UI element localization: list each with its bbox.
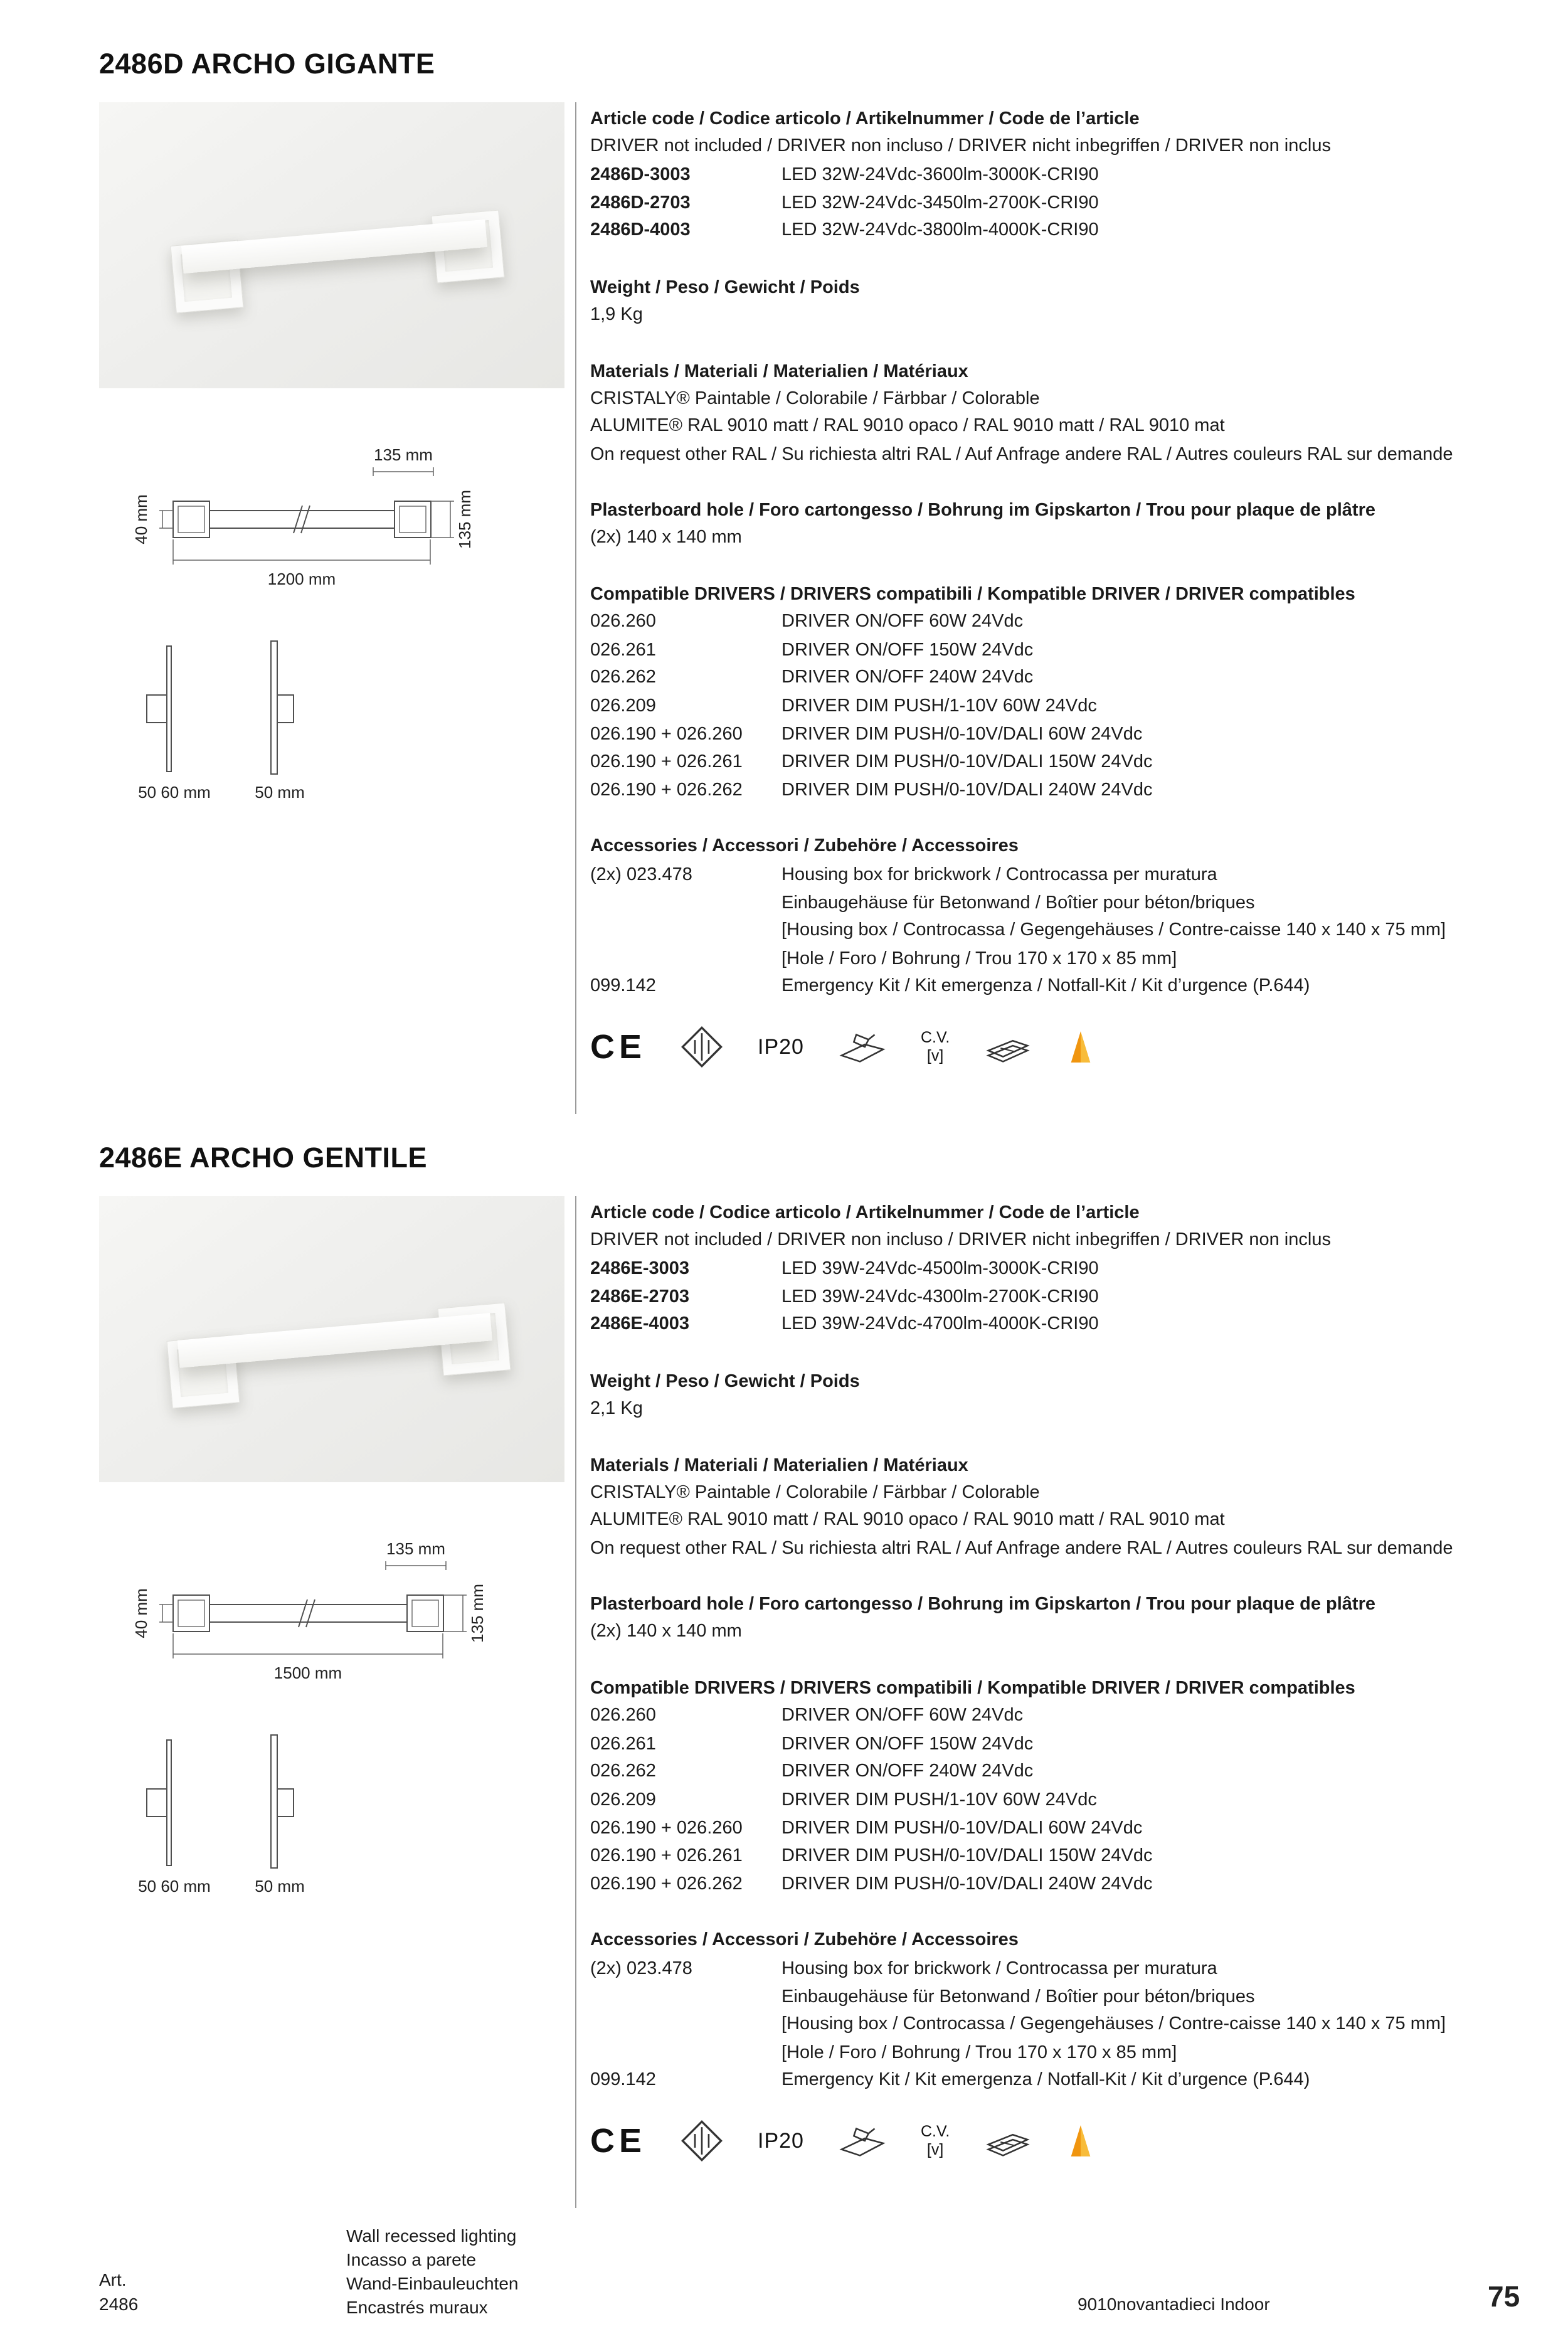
cv-label-top: C.V.: [920, 1029, 950, 1046]
accessory-desc: [Housing box / Controcassa / Gegengehäuses / Contre-caisse 140 x 140 x 75 mm]: [781, 920, 1446, 940]
driver-desc: DRIVER DIM PUSH/0-10V/DALI 240W 24Vdc: [781, 780, 1153, 800]
article-code: 2486D-2703: [590, 193, 691, 213]
dim-plate-height-label: 135 mm: [455, 490, 474, 549]
cv-label-bottom: [v]: [926, 1047, 944, 1064]
cristaly-diamond-icon: [680, 1025, 724, 1069]
drivers-title: Compatible DRIVERS / DRIVERS compatibili / Kompatible DRIVER / DRIVER compatibles: [590, 584, 1355, 604]
dim-depth1-label: 50 60 mm: [138, 1877, 211, 1896]
materials-title: Materials / Materiali / Materialien / Matériaux: [590, 1455, 968, 1475]
cv-label-top: C.V.: [920, 2123, 950, 2140]
article-code: 2486E-3003: [590, 1258, 690, 1278]
product-heading: 2486D ARCHO GIGANTE: [99, 48, 435, 80]
flame-icon: [1066, 1027, 1095, 1067]
driver-code: 026.260: [590, 1705, 656, 1725]
driver-note: DRIVER not included / DRIVER non incluso / DRIVER nicht inbegriffen / DRIVER non inclus: [590, 135, 1331, 156]
accessory-code: [590, 1987, 781, 2007]
driver-code: 026.262: [590, 667, 656, 687]
dim-depth2-label: 50 mm: [255, 783, 305, 802]
driver-code: 026.190 + 026.260: [590, 724, 743, 744]
weight-value: 2,1 Kg: [590, 1398, 643, 1418]
article-desc: LED 32W-24Vdc-3450lm-2700K-CRI90: [781, 193, 1099, 213]
accessory-desc: [Housing box / Controcassa / Gegengehäuses / Contre-caisse 140 x 140 x 75 mm]: [781, 2013, 1446, 2034]
masonry-installation-icon: [983, 2121, 1032, 2161]
accessory-row: [590, 864, 1217, 885]
dim-depth2-label: 50 mm: [255, 1877, 305, 1896]
accessory-code: (2x) 023.478: [590, 1958, 692, 1978]
footer-art-label: Art.: [99, 2270, 127, 2289]
accessory-desc: [Hole / Foro / Bohrung / Trou 170 x 170 x 85 mm]: [781, 2042, 1177, 2062]
accessory-desc: Emergency Kit / Kit emergenza / Notfall-Kit / Kit d’urgence (P.644): [781, 975, 1310, 995]
product-section-2486d: [0, 0, 1568, 1094]
accessory-code: (2x) 023.478: [590, 864, 692, 884]
accessory-code: 099.142: [590, 2069, 656, 2089]
dim-plate-width-label: 135 mm: [374, 445, 433, 464]
dim-depth1-label: 50 60 mm: [138, 783, 211, 802]
ce-mark-icon: CE: [590, 2122, 647, 2160]
flame-icon: [1066, 2121, 1095, 2161]
driver-code: 026.260: [590, 611, 656, 631]
footer-category-line: Encastrés muraux: [346, 2298, 488, 2317]
driver-row: [590, 696, 1097, 716]
accessory-code: 099.142: [590, 975, 656, 995]
driver-row: [590, 640, 1033, 661]
accessory-code: [590, 2013, 781, 2034]
drivers-title: Compatible DRIVERS / DRIVERS compatibili / Kompatible DRIVER / DRIVER compatibles: [590, 1678, 1355, 1698]
plasterboard-value: (2x) 140 x 140 mm: [590, 1621, 742, 1641]
article-code: 2486D-4003: [590, 220, 691, 240]
ip-rating-label: IP20: [758, 1034, 804, 1059]
accessory-row: [590, 893, 1255, 913]
plasterboard-value: (2x) 140 x 140 mm: [590, 527, 742, 547]
footer-category-line: Incasso a parete: [346, 2250, 477, 2269]
masonry-installation-icon: [983, 1027, 1032, 1067]
cv-label: [921, 1029, 950, 1065]
driver-row: [590, 1734, 1033, 1754]
article-code-title: Article code / Codice articolo / Artikelnummer / Code de l’article: [590, 109, 1140, 129]
driver-desc: DRIVER ON/OFF 240W 24Vdc: [781, 667, 1034, 687]
materials-line: ALUMITE® RAL 9010 matt / RAL 9010 opaco / RAL 9010 matt / RAL 9010 mat: [590, 1509, 1225, 1529]
column-divider: [575, 1196, 576, 2208]
materials-line: ALUMITE® RAL 9010 matt / RAL 9010 opaco / RAL 9010 matt / RAL 9010 mat: [590, 415, 1225, 435]
cv-label-bottom: [v]: [926, 2141, 944, 2158]
driver-desc: DRIVER ON/OFF 240W 24Vdc: [781, 1761, 1034, 1781]
technical-drawing: [99, 439, 576, 809]
accessory-code: [590, 920, 781, 940]
article-row: [590, 164, 1099, 185]
accessory-desc: Einbaugehäuse für Betonwand / Boîtier pour béton/briques: [781, 893, 1255, 913]
accessory-row: [590, 975, 1310, 996]
article-row: [590, 193, 1099, 213]
driver-row: [590, 1761, 1033, 1781]
driver-code: 026.261: [590, 1734, 656, 1754]
article-desc: LED 32W-24Vdc-3600lm-3000K-CRI90: [781, 164, 1099, 184]
driver-code: 026.209: [590, 1790, 656, 1810]
materials-line: CRISTALY® Paintable / Colorabile / Färbbar / Colorable: [590, 1482, 1040, 1502]
page-number: 75: [1488, 2280, 1520, 2313]
driver-note: DRIVER not included / DRIVER non incluso / DRIVER nicht inbegriffen / DRIVER non inclus: [590, 1229, 1331, 1249]
ip-rating-label: IP20: [758, 2128, 804, 2153]
driver-code: 026.190 + 026.261: [590, 751, 743, 772]
driver-row: [590, 1818, 1142, 1838]
ce-mark-icon: CE: [590, 1028, 647, 1066]
driver-code: 026.190 + 026.262: [590, 780, 743, 800]
driver-desc: DRIVER DIM PUSH/0-10V/DALI 60W 24Vdc: [781, 1818, 1143, 1838]
driver-desc: DRIVER ON/OFF 150W 24Vdc: [781, 640, 1034, 660]
weight-title: Weight / Peso / Gewicht / Poids: [590, 277, 860, 297]
accessory-row: [590, 1958, 1217, 1979]
accessory-code: [590, 948, 781, 969]
article-row: [590, 220, 1099, 240]
driver-row: [590, 1790, 1097, 1810]
driver-row: [590, 1705, 1023, 1726]
driver-row: [590, 724, 1142, 745]
product-heading: 2486E ARCHO GENTILE: [99, 1142, 427, 1174]
product-photo: [99, 102, 564, 388]
driver-desc: DRIVER DIM PUSH/0-10V/DALI 60W 24Vdc: [781, 724, 1143, 744]
driver-row: [590, 1874, 1152, 1894]
article-desc: LED 39W-24Vdc-4500lm-3000K-CRI90: [781, 1258, 1099, 1278]
dim-length-label: 1500 mm: [273, 1663, 342, 1682]
weight-value: 1,9 Kg: [590, 304, 643, 324]
accessory-row: [590, 2069, 1310, 2090]
article-desc: LED 39W-24Vdc-4700lm-4000K-CRI90: [781, 1313, 1099, 1334]
article-row: [590, 1313, 1099, 1334]
footer-category-line: Wand-Einbauleuchten: [346, 2274, 519, 2293]
accessory-row: [590, 2013, 1446, 2034]
dim-plate-height-label: 135 mm: [468, 1584, 487, 1643]
plaster-installation-icon: [838, 2121, 887, 2161]
dim-plate-width-label: 135 mm: [386, 1539, 445, 1558]
driver-code: 026.261: [590, 640, 656, 660]
accessory-code: [590, 893, 781, 913]
product-section-2486e: [0, 1094, 1568, 2188]
driver-desc: DRIVER DIM PUSH/0-10V/DALI 150W 24Vdc: [781, 1845, 1153, 1865]
accessory-desc: Emergency Kit / Kit emergenza / Notfall-Kit / Kit d’urgence (P.644): [781, 2069, 1310, 2089]
plaster-installation-icon: [838, 1027, 887, 1067]
footer-brand: 9010novantadieci Indoor: [1078, 2295, 1270, 2314]
article-desc: LED 39W-24Vdc-4300lm-2700K-CRI90: [781, 1287, 1099, 1307]
accessories-title: Accessories / Accessori / Zubehöre / Accessoires: [590, 836, 1019, 856]
certification-icons: [590, 2114, 1095, 2168]
driver-code: 026.190 + 026.261: [590, 1845, 743, 1865]
article-desc: LED 32W-24Vdc-3800lm-4000K-CRI90: [781, 220, 1099, 240]
driver-row: [590, 780, 1152, 800]
driver-row: [590, 611, 1023, 632]
article-code: 2486E-4003: [590, 1313, 690, 1334]
weight-title: Weight / Peso / Gewicht / Poids: [590, 1371, 860, 1391]
article-row: [590, 1287, 1099, 1307]
accessory-desc: [Hole / Foro / Bohrung / Trou 170 x 170 x 85 mm]: [781, 948, 1177, 968]
driver-code: 026.262: [590, 1761, 656, 1781]
driver-desc: DRIVER ON/OFF 60W 24Vdc: [781, 1705, 1024, 1725]
dim-bar-height-label: 40 mm: [132, 1588, 151, 1638]
article-code: 2486E-2703: [590, 1287, 690, 1307]
article-code-title: Article code / Codice articolo / Artikelnummer / Code de l’article: [590, 1202, 1140, 1223]
driver-code: 026.190 + 026.262: [590, 1874, 743, 1894]
accessory-row: [590, 948, 1177, 969]
materials-line: On request other RAL / Su richiesta altri RAL / Auf Anfrage andere RAL / Autres couleurs RAL sur demande: [590, 444, 1453, 464]
driver-desc: DRIVER ON/OFF 60W 24Vdc: [781, 611, 1024, 631]
driver-code: 026.209: [590, 696, 656, 716]
dim-bar-height-label: 40 mm: [132, 494, 151, 544]
plasterboard-title: Plasterboard hole / Foro cartongesso / Bohrung im Gipskarton / Trou pour plaque de plâtre: [590, 500, 1375, 520]
certification-icons: [590, 1020, 1095, 1074]
driver-desc: DRIVER DIM PUSH/1-10V 60W 24Vdc: [781, 696, 1097, 716]
product-photo: [99, 1196, 564, 1482]
accessory-row: [590, 920, 1446, 940]
driver-row: [590, 667, 1033, 687]
driver-desc: DRIVER ON/OFF 150W 24Vdc: [781, 1734, 1034, 1754]
materials-line: On request other RAL / Su richiesta altri RAL / Auf Anfrage andere RAL / Autres couleurs RAL sur demande: [590, 1538, 1453, 1558]
materials-title: Materials / Materiali / Materialien / Matériaux: [590, 361, 968, 381]
driver-code: 026.190 + 026.260: [590, 1818, 743, 1838]
technical-drawing: [99, 1533, 576, 1903]
accessory-desc: Housing box for brickwork / Controcassa per muratura: [781, 864, 1217, 884]
article-row: [590, 1258, 1099, 1279]
driver-desc: DRIVER DIM PUSH/1-10V 60W 24Vdc: [781, 1790, 1097, 1810]
driver-row: [590, 751, 1152, 772]
driver-row: [590, 1845, 1152, 1866]
footer-category: [346, 2224, 518, 2320]
footer-art-number: 2486: [99, 2295, 139, 2314]
accessories-title: Accessories / Accessori / Zubehöre / Accessoires: [590, 1929, 1019, 1950]
accessory-desc: Einbaugehäuse für Betonwand / Boîtier pour béton/briques: [781, 1987, 1255, 2007]
cv-label: [921, 2123, 950, 2159]
column-divider: [575, 102, 576, 1114]
materials-line: CRISTALY® Paintable / Colorabile / Färbbar / Colorable: [590, 388, 1040, 408]
plasterboard-title: Plasterboard hole / Foro cartongesso / Bohrung im Gipskarton / Trou pour plaque de plâtre: [590, 1594, 1375, 1614]
footer-category-line: Wall recessed lighting: [346, 2226, 517, 2246]
driver-desc: DRIVER DIM PUSH/0-10V/DALI 150W 24Vdc: [781, 751, 1153, 772]
accessory-row: [590, 1987, 1255, 2007]
article-code: 2486D-3003: [590, 164, 691, 184]
cristaly-diamond-icon: [680, 2119, 724, 2163]
dim-length-label: 1200 mm: [267, 570, 336, 588]
accessory-row: [590, 2042, 1177, 2063]
accessory-code: [590, 2042, 781, 2063]
accessory-desc: Housing box for brickwork / Controcassa per muratura: [781, 1958, 1217, 1978]
driver-desc: DRIVER DIM PUSH/0-10V/DALI 240W 24Vdc: [781, 1874, 1153, 1894]
